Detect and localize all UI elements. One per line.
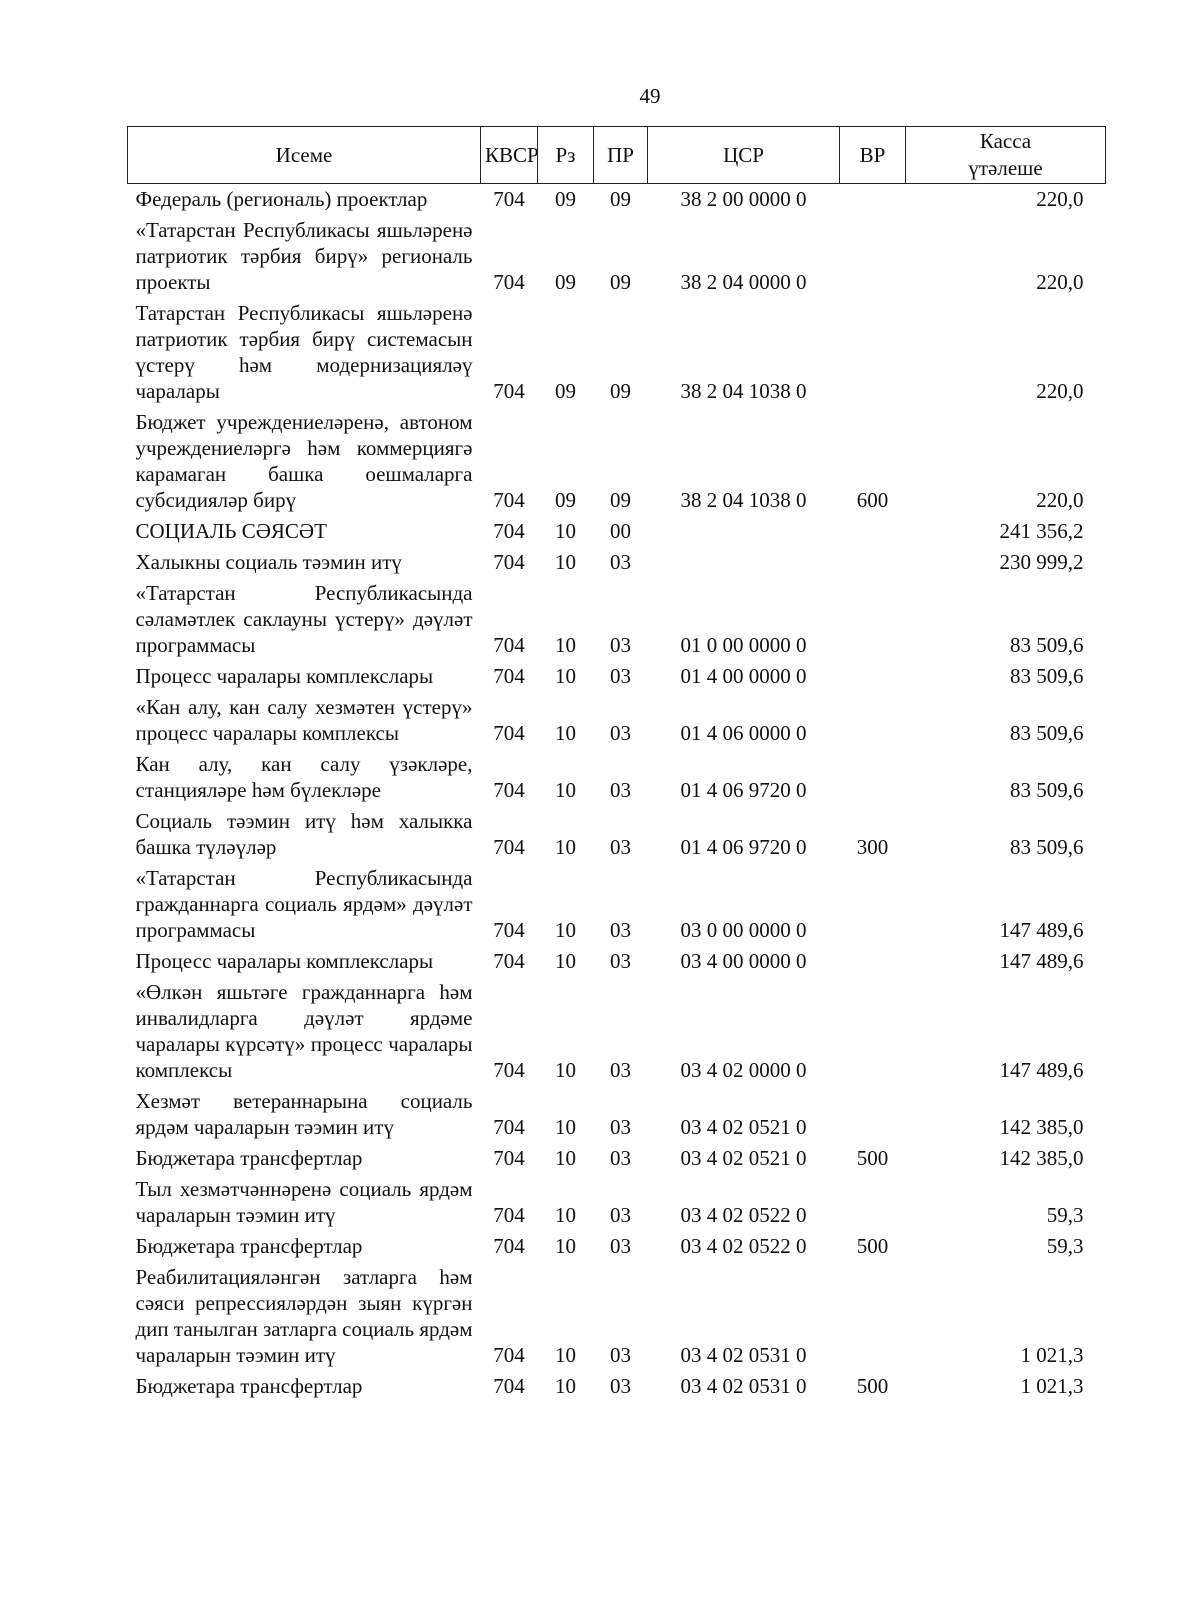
cell-kvsr: 704: [493, 1374, 525, 1398]
cell-kvsr: 704: [493, 1058, 525, 1082]
cell-kvsr: 704: [493, 918, 525, 942]
table-row: [128, 806, 1106, 863]
cell-rz: 10: [555, 1058, 576, 1082]
cell-rz: 10: [555, 1374, 576, 1398]
cell-vr: 500: [856, 1146, 889, 1170]
cell-rz: 10: [555, 1234, 576, 1258]
cell-sum: 147 489,6: [999, 949, 1084, 973]
cell-csr: 03 4 00 0000 0: [680, 949, 807, 973]
cell-vr: [840, 661, 906, 692]
cell-pr: 03: [610, 1343, 631, 1367]
cell-vr: [840, 863, 906, 946]
cell-csr: 03 0 00 0000 0: [680, 918, 807, 942]
header-vr: ВР: [840, 127, 906, 184]
cell-vr: [840, 692, 906, 749]
cell-csr: 38 2 04 1038 0: [680, 379, 807, 403]
cell-kvsr: 704: [493, 778, 525, 802]
table-row: [128, 516, 1106, 547]
cell-kvsr: 704: [493, 664, 525, 688]
cell-name: Процесс чаралары комплекслары: [135, 664, 434, 688]
cell-vr: [840, 215, 906, 298]
cell-rz: 09: [555, 187, 576, 211]
cell-vr: [840, 578, 906, 661]
table-row: [128, 547, 1106, 578]
table-row: [128, 749, 1106, 806]
cell-kvsr: 704: [493, 270, 525, 294]
cell-pr: 03: [610, 1374, 631, 1398]
cell-sum: 59,3: [1046, 1203, 1084, 1227]
table-row: [128, 1143, 1106, 1174]
cell-csr: 03 4 02 0000 0: [680, 1058, 807, 1082]
cell-pr: 03: [610, 778, 631, 802]
cell-vr: 300: [856, 835, 889, 859]
header-pr: ПР: [594, 127, 648, 184]
cell-sum: 230 999,2: [999, 550, 1084, 574]
cell-rz: 09: [555, 379, 576, 403]
cell-kvsr: 704: [493, 721, 525, 745]
cell-sum: 83 509,6: [1010, 835, 1084, 859]
cell-vr: [840, 547, 906, 578]
cell-kvsr: 704: [493, 835, 525, 859]
cell-csr: [648, 516, 840, 547]
table-row: [128, 1086, 1106, 1143]
cell-kvsr: 704: [493, 187, 525, 211]
header-sum-line2: үтәлеше: [968, 156, 1043, 180]
header-rz: Рз: [538, 127, 594, 184]
cell-name: «Татарстан Республикасы яшьләренә патриотик тәрбия бирү» региональ проекты: [135, 218, 473, 294]
cell-rz: 10: [555, 778, 576, 802]
cell-name: Хезмәт ветераннарына социаль ярдәм чараларын тәэмин итү: [135, 1089, 473, 1139]
cell-rz: 10: [555, 1343, 576, 1367]
table-row: [128, 692, 1106, 749]
cell-pr: 03: [610, 664, 631, 688]
cell-vr: [840, 184, 906, 216]
cell-name: Реабилитацияләнгән затларга һәм сәяси репрессияләрдән зыян күргән дип танылган затларга социаль ярдәм чараларын тәэмин итү: [135, 1265, 473, 1367]
cell-name: Бюджетара трансфертлар: [135, 1374, 363, 1398]
cell-name: Халыкны социаль тәэмин итү: [135, 550, 402, 574]
table-row: [128, 1371, 1106, 1402]
cell-sum: 220,0: [1036, 187, 1084, 211]
cell-sum: 241 356,2: [999, 519, 1084, 543]
cell-kvsr: 704: [493, 1234, 525, 1258]
cell-sum: 83 509,6: [1010, 633, 1084, 657]
cell-name: Бюджет учреждениеләренә, автоном учреждениеләргә һәм коммерциягә карамаган башка оешмаларга субсидияләр бирү: [135, 410, 473, 512]
cell-sum: 59,3: [1046, 1234, 1084, 1258]
cell-sum: 147 489,6: [999, 1058, 1084, 1082]
cell-pr: 03: [610, 1115, 631, 1139]
cell-csr: 03 4 02 0521 0: [680, 1115, 807, 1139]
cell-pr: 09: [610, 379, 631, 403]
cell-sum: 83 509,6: [1010, 664, 1084, 688]
cell-pr: 03: [610, 550, 631, 574]
table-row: [128, 215, 1106, 298]
cell-csr: 38 2 00 0000 0: [680, 187, 807, 211]
cell-sum: 220,0: [1036, 379, 1084, 403]
cell-name: Кан алу, кан салу үзәкләре, станцияләре һәм бүлекләре: [135, 752, 473, 802]
cell-name: Тыл хезмәтчәннәренә социаль ярдәм чараларын тәэмин итү: [135, 1177, 473, 1227]
cell-vr: [840, 1086, 906, 1143]
table-row: [128, 407, 1106, 516]
cell-name: «Кан алу, кан салу хезмәтен үстерү» процесс чаралары комплексы: [135, 695, 473, 745]
cell-csr: 38 2 04 0000 0: [680, 270, 807, 294]
cell-csr: 01 4 06 9720 0: [680, 835, 807, 859]
cell-vr: 500: [856, 1234, 889, 1258]
cell-vr: [840, 946, 906, 977]
cell-pr: 03: [610, 1058, 631, 1082]
cell-kvsr: 704: [493, 633, 525, 657]
cell-vr: [840, 749, 906, 806]
cell-kvsr: 704: [493, 949, 525, 973]
cell-pr: 03: [610, 835, 631, 859]
cell-rz: 09: [555, 270, 576, 294]
header-name: Исеме: [128, 127, 481, 184]
cell-vr: 500: [856, 1374, 889, 1398]
cell-pr: 00: [610, 519, 631, 543]
cell-sum: 83 509,6: [1010, 778, 1084, 802]
cell-sum: 147 489,6: [999, 918, 1084, 942]
budget-table: [127, 126, 1106, 1402]
header-sum: [906, 127, 1106, 184]
cell-csr: 01 0 00 0000 0: [680, 633, 807, 657]
cell-kvsr: 704: [493, 1146, 525, 1170]
table-row: [128, 1174, 1106, 1231]
cell-pr: 03: [610, 1146, 631, 1170]
cell-kvsr: 704: [493, 1343, 525, 1367]
cell-csr: 03 4 02 0521 0: [680, 1146, 807, 1170]
cell-rz: 10: [555, 1115, 576, 1139]
cell-csr: 03 4 02 0531 0: [680, 1343, 807, 1367]
table-row: [128, 578, 1106, 661]
cell-rz: 10: [555, 1203, 576, 1227]
cell-pr: 03: [610, 918, 631, 942]
cell-pr: 09: [610, 488, 631, 512]
table-body: [128, 184, 1106, 1403]
cell-kvsr: 704: [493, 1203, 525, 1227]
cell-rz: 10: [555, 949, 576, 973]
cell-pr: 03: [610, 1234, 631, 1258]
cell-name: «Татарстан Республикасында сәламәтлек саклауны үстерү» дәүләт программасы: [135, 581, 473, 657]
cell-csr: 03 4 02 0522 0: [680, 1234, 807, 1258]
cell-name: Федераль (региональ) проектлар: [135, 187, 428, 211]
cell-csr: 01 4 06 0000 0: [680, 721, 807, 745]
cell-vr: [840, 977, 906, 1086]
cell-sum: 220,0: [1036, 488, 1084, 512]
page-number: 49: [639, 84, 661, 108]
cell-kvsr: 704: [493, 379, 525, 403]
cell-sum: 220,0: [1036, 270, 1084, 294]
table-row: [128, 946, 1106, 977]
cell-csr: 38 2 04 1038 0: [680, 488, 807, 512]
cell-kvsr: 704: [493, 550, 525, 574]
cell-csr: 03 4 02 0531 0: [680, 1374, 807, 1398]
cell-csr: 01 4 06 9720 0: [680, 778, 807, 802]
table-row: [128, 977, 1106, 1086]
cell-rz: 10: [555, 835, 576, 859]
cell-sum: 83 509,6: [1010, 721, 1084, 745]
cell-pr: 09: [610, 187, 631, 211]
cell-sum: 142 385,0: [999, 1115, 1084, 1139]
cell-vr: [840, 1262, 906, 1371]
table-row: [128, 863, 1106, 946]
cell-vr: [840, 298, 906, 407]
cell-rz: 10: [555, 918, 576, 942]
cell-rz: 10: [555, 1146, 576, 1170]
table-row: [128, 298, 1106, 407]
cell-csr: 03 4 02 0522 0: [680, 1203, 807, 1227]
cell-pr: 03: [610, 949, 631, 973]
table-row: [128, 661, 1106, 692]
cell-rz: 10: [555, 519, 576, 543]
cell-name: Социаль тәэмин итү һәм халыкка башка түләүләр: [135, 809, 473, 859]
cell-name: СОЦИАЛЬ СӘЯСӘТ: [135, 519, 327, 543]
cell-pr: 03: [610, 721, 631, 745]
cell-name: «Өлкән яшьтәге гражданнарга һәм инвалидларга дәүләт ярдәме чаралары күрсәтү» процесс чаралары комплексы: [135, 980, 473, 1082]
cell-kvsr: 704: [493, 1115, 525, 1139]
cell-name: «Татарстан Республикасында гражданнарга социаль ярдәм» дәүләт программасы: [135, 866, 473, 942]
cell-name: Татарстан Республикасы яшьләренә патриотик тәрбия бирү системасын үстерү һәм модернизацияләү чаралары: [135, 301, 473, 403]
cell-sum: 142 385,0: [999, 1146, 1084, 1170]
cell-sum: 1 021,3: [1020, 1343, 1084, 1367]
cell-vr: [840, 1174, 906, 1231]
table-row: [128, 1231, 1106, 1262]
table-row: [128, 184, 1106, 216]
cell-name: Процесс чаралары комплекслары: [135, 949, 434, 973]
header-sum-line1: Касса: [979, 129, 1032, 153]
cell-kvsr: 704: [493, 488, 525, 512]
cell-rz: 10: [555, 550, 576, 574]
cell-vr: [840, 516, 906, 547]
cell-name: Бюджетара трансфертлар: [135, 1234, 363, 1258]
cell-kvsr: 704: [493, 519, 525, 543]
table-header: [128, 127, 1106, 184]
cell-rz: 09: [555, 488, 576, 512]
cell-sum: 1 021,3: [1020, 1374, 1084, 1398]
table-row: [128, 1262, 1106, 1371]
cell-vr: 600: [856, 488, 889, 512]
cell-rz: 10: [555, 721, 576, 745]
cell-rz: 10: [555, 664, 576, 688]
cell-pr: 03: [610, 633, 631, 657]
cell-name: Бюджетара трансфертлар: [135, 1146, 363, 1170]
header-kvsr: КВСР: [481, 127, 538, 184]
header-csr: ЦСР: [648, 127, 840, 184]
cell-csr: [648, 547, 840, 578]
cell-rz: 10: [555, 633, 576, 657]
cell-pr: 09: [610, 270, 631, 294]
cell-pr: 03: [610, 1203, 631, 1227]
cell-csr: 01 4 00 0000 0: [680, 664, 807, 688]
